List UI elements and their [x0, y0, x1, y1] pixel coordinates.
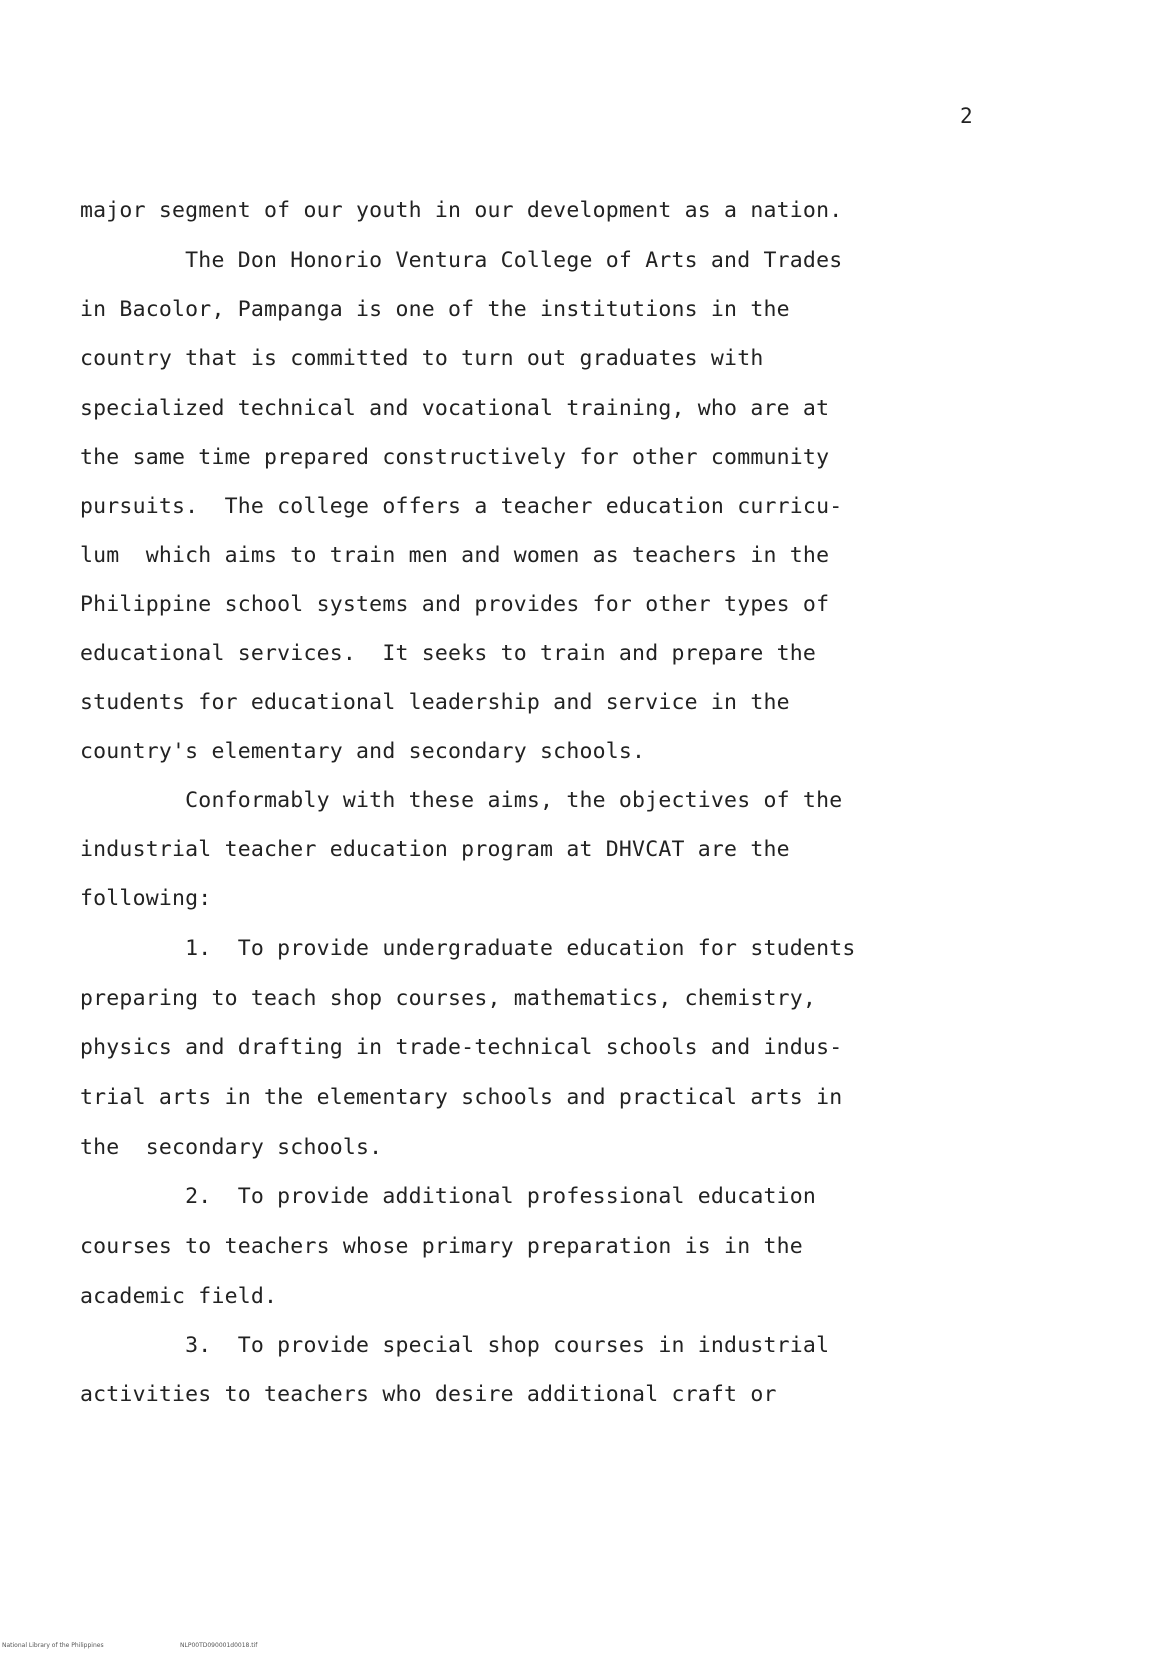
text-line: lum which aims to train men and women as teachers in the — [80, 543, 830, 568]
text-line: Conformably with these aims, the objectives of the — [80, 788, 843, 813]
text-line: preparing to teach shop courses, mathematics, chemistry, — [80, 986, 817, 1011]
text-line: Philippine school systems and provides for other types of — [80, 592, 830, 617]
text-line: the secondary schools. — [80, 1135, 383, 1160]
text-line: the same time prepared constructively for other community — [80, 445, 830, 470]
text-line: pursuits. The college offers a teacher education curricu- — [80, 494, 843, 519]
text-line: students for educational leadership and service in the — [80, 690, 790, 715]
text-line: activities to teachers who desire additional craft or — [80, 1382, 777, 1407]
text-line: physics and drafting in trade-technical schools and indus- — [80, 1035, 843, 1060]
text-line: major segment of our youth in our development as a nation. — [80, 198, 843, 223]
page-number: 2 — [960, 104, 973, 128]
footer-library: National Library of the Philippines — [2, 1642, 104, 1649]
text-line: following: — [80, 886, 212, 911]
text-line: country's elementary and secondary schools. — [80, 739, 646, 764]
text-line: courses to teachers whose primary preparation is in the — [80, 1234, 803, 1259]
text-line: trial arts in the elementary schools and practical arts in — [80, 1085, 843, 1110]
text-line: 1. To provide undergraduate education for students — [80, 936, 856, 961]
text-line: in Bacolor, Pampanga is one of the institutions in the — [80, 297, 790, 322]
text-line: specialized technical and vocational training, who are at — [80, 396, 830, 421]
text-line: 2. To provide additional professional education — [80, 1184, 817, 1209]
text-line: country that is committed to turn out graduates with — [80, 346, 764, 371]
text-line: academic field. — [80, 1284, 278, 1309]
text-line: 3. To provide special shop courses in industrial — [80, 1333, 830, 1358]
text-line: educational services. It seeks to train and prepare the — [80, 641, 817, 666]
footer-identifier: NLP00TD090001d0018.tif — [180, 1642, 258, 1649]
text-line: industrial teacher education program at DHVCAT are the — [80, 837, 790, 862]
text-line: The Don Honorio Ventura College of Arts and Trades — [80, 248, 843, 273]
